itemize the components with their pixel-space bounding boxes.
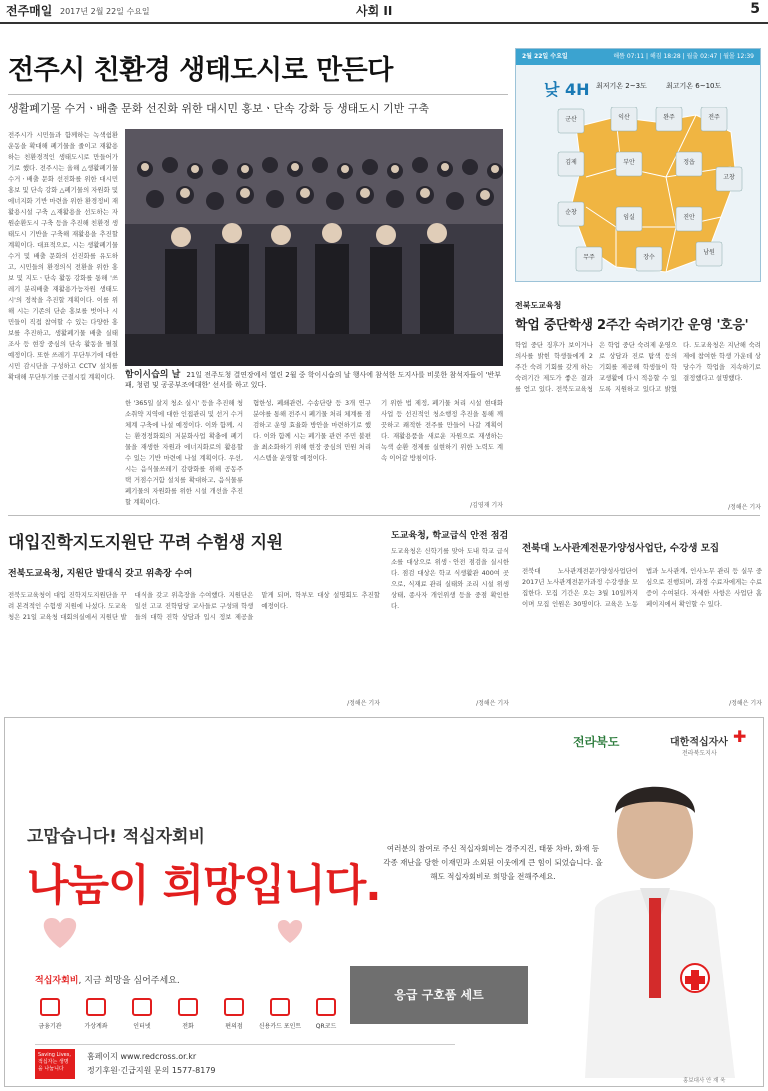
school-headline: 학업 중단학생 2주간 숙려기간 운영 '호응' [515,318,749,333]
weather-today: 낮 4H [544,80,590,99]
lead-subhead: 생활폐기물 수거ㆍ배출 문화 선진화 위한 대시민 홍보ㆍ단속 강화 등 생태도시 기반 구축 [8,102,429,115]
newspaper-logo: 전주매일 [6,4,53,18]
jeonbuk-logo: 전라북도 [573,735,620,749]
photo-credit: 홍보대사 안 재 욱 [683,1078,726,1084]
weather-region-label: 임실 [623,214,635,221]
weather-region-label: 완주 [663,114,675,121]
weather-region-label: 군산 [565,116,577,123]
weather-region-label: 전주 [708,114,720,121]
virtual-account-icon [73,998,119,1030]
red-cross-ad [4,717,764,1087]
jobs-headline: 전북대 노사관계전문가양성사업단, 수강생 모집 [522,543,720,554]
red-cross-icon: ✚ [733,727,747,746]
lead-column-2: 한 '365일 살지 청소 실시' 등을 추진해 청소취약 지역에 대한 인접관리 및 선거 수거체계 구축에 나설 예정이다. 이와 함께, 시는 환경정화회의 저분화사업 확충에 폐기물을 재생한 자원과 에너지화로의 활용할 수 있는 기반 마련에 나설 계획이다. 우선, 시는 음식물쓰레기 감량화를 위해 공동주택 거점수거함 설치를 확대하고, 음식물류폐기물의 자원화를 위한 시설 개선을 추진할 계획이다. [125,399,243,506]
bank-icon [27,998,73,1030]
slogan-text: , 지금 희망을 심어주세요. [78,976,180,986]
divider [8,515,760,516]
redcross-branch: 전라북도지사 [682,750,717,757]
lead-column-1: 전주시가 시민들과 함께하는 녹색쉼환운동을 확대해 폐기물을 줄이고 재활용하는 친환경적인 생태도시로 만들어가기로 했다. 전주시는 올해 △생활폐기물 수거ㆍ배출 문화 선진화를 위한 대시민 홍보 및 단속 강화 △폐기물의 자원화 및 에너지화 기반 마련을 위한 환경정비 재활용시설 구축 △재활용을 선도하는 자원순환도시 구축 등을 추진해 친환경 생태도시 기반을 구축해 재활용을 추진할 계획이다. 대표적으로, 시는 생활폐기물 수거 및 배출 문화의 선진화를 유도하고, 시민들의 환경의식 전환을 위한 홍보 및 지도ㆍ단속 활동 강화를 통해 '쓰레기 분리배출 재활용가능자원 생태도시'의 정착을 추진할 계획이다. 이를 위해 시는 기존의 단순 홍보를 벗어나 시민들이 직접 참여할 수 있는 다양한 홍보를 추진하고, 생활폐기물 배출 실태 조사 등 현장 중심의 단속 활동을 펼칠 예정이다. 또한 쓰레기 무단투기에 대한 시민 감시단을 구성하고 CCTV 설치를 확대해 무단투기를 근절시킬 계획이다. [8,131,118,381]
weather-region-label: 진안 [683,214,695,221]
convenience-store-label: 편의점 [225,1023,243,1030]
jobs-body: 전북대 노사관계전문가양성사업단이 2017년 노사관계전문가과정 수강생을 모집한다. 모집 기간은 오는 3월 10일까지이며 모집 인원은 30명이다. 교육은 노동법과 노사관계, 인사노무 관리 등 실무 중심으로 진행되며, 과정 수료자에게는 수료증이 수여된다. 자세한 사항은 사업단 홈페이지에서 확인할 수 있다. [522,567,762,608]
weather-region-label: 무주 [583,254,595,261]
lead-byline: /김영재 기자 [470,502,503,509]
weather-region-label: 익산 [618,114,630,121]
ad-homepage: 홈페이지 www.redcross.or.kr [87,1052,197,1061]
divider [8,94,508,95]
internet-label: 인터넷 [133,1023,151,1030]
ad-phone: 정기후원·긴급지원 문의 1577-8179 [87,1066,216,1075]
ad-call-to-action [35,973,180,986]
school-tag: 전북도교육청 [515,301,562,310]
exam-body: 전북도교육청이 대입 진학지도지원단을 꾸려 본격적인 수험생 지원에 나섰다. 도교육청은 21일 교육청 대회의실에서 지원단 발대식을 갖고 위촉장을 수여했다. 지원단은 일선 고교 진학담당 교사들로 구성돼 학생들의 대학 진학 상담과 입시 정보 제공을 맡게 되며, 학부모 대상 설명회도 추진할 예정이다. [8,591,380,621]
weather-bar [516,49,760,65]
lead-column-4: 기 위한 법 제정, 폐기물 처리 시설 현대화 사업 등 선진적인 청소행정 추진을 통해 깨끗하고 쾌적한 전주를 만들어 나갈 계획이다. 재활용품을 새로운 자원으로 재생하는 녹색 순환 경제를 실현하기 위한 노력도 계속 이어갈 방침이다. [381,399,503,462]
page-header [0,0,768,24]
phone-label: 전화 [182,1023,194,1030]
credit-card-icon [257,998,303,1030]
lunch-tag: 도교육청, 학교급식 안전 점검 [391,531,509,541]
weather-region-label: 부안 [623,159,635,166]
weather-date: 2월 22일 수요일 [522,53,568,60]
weather-region-label: 김제 [565,159,577,166]
saving-lives-badge: Saving Lives, 적십자는 생명을 나눕니다 [35,1049,75,1079]
heart-decoration [30,908,330,958]
relief-kit-label: 응급 구호품 세트 [394,988,484,1002]
news-photo [125,129,503,366]
weather-box [515,48,761,282]
photo-caption-text: 21일 전주도청 결연장에서 열린 2월 중 학이시습의 날 행사에 참석한 도지사를 비롯한 참석자들이 '반부패, 청렴 및 공공부조에대한' 선서를 하고 있다. [125,371,502,389]
weather-region-label: 고창 [723,174,735,181]
weather-min: 최저기온 2~3도 [596,82,647,90]
qr-code-label: QR코드 [315,1023,337,1030]
ceremony-photo [125,129,503,366]
school-body: 학업 중단 징후가 보이거나 의사를 밝힌 학생들에게 2주간 숙려 기회를 갖게 하는 숙려기간 제도가 좋은 결과를 얻고 있다. 전북도교육청은 학업 중단 숙려제 운영으로 상담과 진로 탐색 등의 기회를 제공해 학생들이 학교생활에 다시 적응할 수 있도록 지원하고 있다고 밝혔다. 도교육청은 지난해 숙려제에 참여한 학생 가운데 상당수가 학업을 지속하기로 결정했다고 설명했다. [515,341,761,393]
ad-message: 여러분의 참여로 주신 적십자회비는 경주지진, 태풍 차바, 화재 등 각종 재난을 당한 이재민과 소외된 이웃에게 큰 힘이 되었습니다. 올해도 적십자회비로 희망을 전해주세요. [383,844,603,881]
ad-main-slogan: 나눔이 희망입니다. [27,861,381,911]
virtual-account-label: 가상계좌 [84,1023,108,1030]
weather-region-label: 남원 [703,249,715,256]
lead-headline: 전주시 친환경 생태도시로 만든다 [8,55,393,86]
ad-footer [35,1044,455,1080]
weather-region-label: 장수 [643,254,655,261]
relief-kit [350,966,528,1024]
photo-label: 함이시습의 날 [125,370,181,380]
slogan-highlight: 적십자회비 [35,976,79,986]
ad-thanks: 고맙습니다! 적십자회비 [27,827,205,847]
internet-icon [119,998,165,1030]
weather-sun-info: 해뜸 07:11 | 해짐 18:28 | 월출 02:47 | 월몰 12:39 [613,53,754,60]
page-number: 5 [750,1,760,17]
section-title: 사회 II [356,4,393,18]
weather-max: 최고기온 6~10도 [666,82,722,90]
credit-card-label: 신용카드 포인트 [258,1023,302,1030]
weather-map [556,107,746,277]
bank-label: 금융기관 [38,1023,62,1030]
lunch-body: 도교육청은 신학기를 맞아 도내 학교 급식소를 대상으로 위생ㆍ안전 점검을 실시한다. 점검 대상은 학교 식생활관 400여 곳으로, 식재료 관리 실태와 조리 시설 위생 상태, 종사자 개인위생 등을 중점 확인한다. [391,547,509,610]
issue-date: 2017년 2월 22일 수요일 [60,7,150,16]
convenience-store-icon [211,998,257,1030]
exam-headline: 대입진학지도지원단 꾸려 수험생 지원 [8,533,283,553]
weather-region-label: 정읍 [683,159,695,166]
school-byline: /정해은 기자 [728,504,761,511]
phone-icon [165,998,211,1030]
redcross-logo: 대한적십자사 [670,737,728,748]
photo-caption [125,370,503,390]
exam-byline: /정해은 기자 [347,700,380,707]
lunch-byline: /정해은 기자 [476,700,509,707]
weather-region-label: 순창 [565,209,577,216]
exam-subhead: 전북도교육청, 지원단 발대식 갖고 위촉장 수여 [8,569,193,579]
lead-column-3: 혐한성, 폐쇄관련, 수송단량 등 3개 연구 분야를 통해 전주시 폐기물 처리 체계를 점검하고 운영 효율화 방안을 마련하기로 했다. 이와 함께 시는 폐기물 관련 주민 불편을 최소화하기 위해 현장 중심의 민원 처리 시스템을 운영할 예정이다. [253,399,371,462]
qr-code-icon [303,998,349,1030]
ambassador-photo [545,758,745,1078]
jobs-byline: /정해은 기자 [729,700,762,707]
